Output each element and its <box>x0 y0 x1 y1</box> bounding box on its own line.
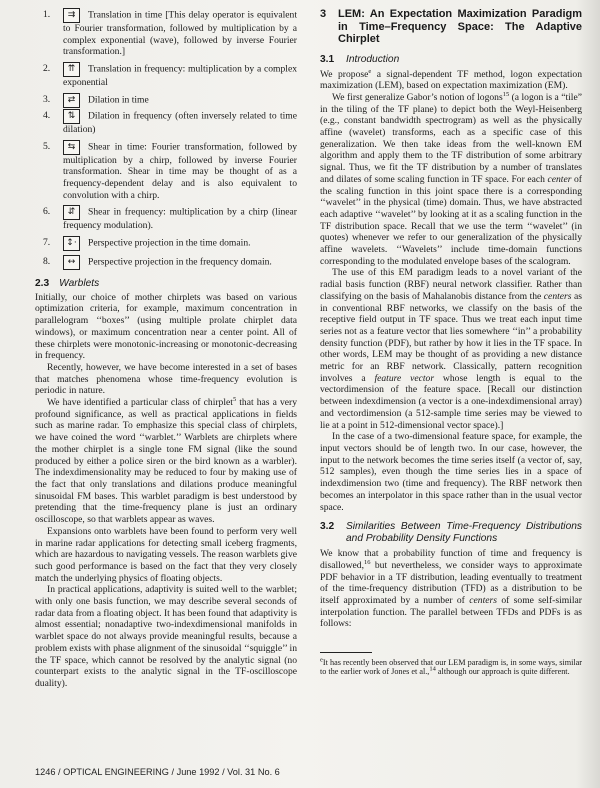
left-column <box>35 8 297 690</box>
operator-list <box>35 8 297 270</box>
footnote-marker: e <box>368 67 372 75</box>
perspective-time-icon: ↕· <box>63 236 80 251</box>
section-heading-3-2: 3.2 Similarities Between Time-Frequency Distributions and Probability Density Functions <box>320 521 582 545</box>
dilation-frequency-icon: ⇅ <box>63 109 80 124</box>
page-footer: 1246 / OPTICAL ENGINEERING / June 1992 / Vol. 31 No. 6 <box>35 767 280 777</box>
citation-superscript: 15 <box>502 90 510 98</box>
translation-frequency-icon: ⇈ <box>63 62 80 77</box>
dilation-time-icon: ⇄ <box>63 93 80 108</box>
footnote: $^e$It has recently been observed that our LEM paradigm is, in some ways, similar to the earlier work of Jones et al.,$^{14}$ although our approach is quite different. <box>320 656 582 677</box>
operator-item: 4. ⇅ Dilation in frequency (often inversely related to time dilation) <box>43 109 297 135</box>
paragraph: We propose$^e$ a signal-dependent TF method, logon expectation maximization (LEM), based on expectation maximization (EM). <box>320 67 582 92</box>
operator-item: 5. ⇆ Shear in time: Fourier transformation, followed by multiplication by a chirp, followed by inverse Fourier transformation. Shear in time may be thought of as a frequency-dependent delay and is also equivalent to convolution with a chirp. <box>43 140 297 201</box>
footnote-divider <box>320 652 372 653</box>
operator-item: 1. ⇉ Translation in time [This delay operator is equivalent to Fourier transformation, followed by multiplication by a complex exponential (wave), followed by inverse Fourier transformation.] <box>43 9 297 58</box>
paragraph: The use of this EM paradigm leads to a novel variant of the radial basis function (RBF) neural network classifier. Rather than classifying on the basis of Mahalanobis distance from the centers as in conventional RBF networks, we classify on the basis of the receptive field output in TF space. Thus we treat each input time series not as a feature vector that lies somewhere ‘‘in’’ a probability density function (PDF), but rather by how it lies in the TF space. In other words, LEM may be thought of as providing a new distance metric for an RBF network. Classically, pattern recognition involves a feature vector whose length is equal to the vectordimension of the feature space. [Recall our distinction between indexdimension (a vector is a one-indexdimensional array) and vectordimension (a 512-sample time series may be viewed to lie at a point in 512-dimensional vector space).] <box>320 267 582 431</box>
operator-item: 6. ⇵ Shear in frequency: multiplication by a chirp (linear frequency modulation). <box>43 206 297 232</box>
operator-item: 2. ⇈ Translation in frequency: multiplication by a complex exponential <box>43 63 297 89</box>
perspective-frequency-icon: ↔ <box>63 255 80 270</box>
paragraph: Expansions onto warblets have been found to perform very well in marine radar applications for detecting small iceberg fragments, which are hazardous to navigating vessels. The reason warblets give such good performance is based on the fact that they very closely match the underlying physics of floating objects. <box>35 525 297 584</box>
section-heading-2-3: 2.3 Warblets <box>35 278 100 290</box>
operator-item: 3. ⇄ Dilation in time <box>35 93 297 108</box>
citation-superscript: 5 <box>232 395 237 403</box>
paragraph: In practical applications, adaptivity is suited well to the warblet; with only one basis function, we may describe several seconds of radar data from a floating object. It has been found that adaptivity is almost essential; nonadaptive two-indexdimensional manifolds in warblet space do not always provide meaningful results, because a problem exists with phase alignment of the sinusoidal ‘‘squiggle’’ in the TF space, which cannot be resolved by the analytic signal (no counterpart exists to the analytic signal in the TF-oscilloscope duality). <box>35 584 297 689</box>
citation-superscript: 16 <box>363 558 371 566</box>
section-heading-3-1: 3.1 Introduction <box>320 53 400 65</box>
paragraph: We first generalize Gabor’s notion of logons$^{15}$ (a logon is a “tile” in the tiling of the TF plane) to depict both the Weyl-Heisenberg (e.g., constant bandwidth spectrogram) as well as the physically affine (wavelet) transforms, each as a specific case of this generalization. We then take ideas from the well-known EM algorithm and apply them to the TF distribution of some arbitrary signal. Thus, we fit the TF distribution by a number of translates and dilates of some scaling function in TF space. For each center of the scaling function in this joint space there is a corresponding ‘‘wavelet’’ in the physical (time) domain. Thus, we have abstracted each adaptive ‘‘wavelet’’ by looking at it as a scaling function in the TF distribution space. Recall that we use the term ‘‘wavelet’’ (in quotes) whenever we refer to our generalization of the physically affine wavelets. ‘‘Wavelets’’ include time-domain functions corresponding to the modulated envelope bases of the scalogram. <box>320 90 582 267</box>
right-column <box>320 8 582 677</box>
operator-item: 8. ↔ Perspective projection in the frequency domain. <box>35 255 297 270</box>
paragraph: Initially, our choice of mother chirplets was based on various optimization criteria, for example, maximum concentration in parallelogram ‘‘boxes’’ (using multiple prolate chirplet data windows), or maximum concentration near a center point. All of these chirplets were monotonic-increasing or monotonic-decreasing in frequency. <box>35 291 297 362</box>
paragraph: We know that a probability function of time and frequency is disallowed,$^{16}$ but nevertheless, we consider ways to approximate PDF behavior in a TF distribution, leading eventually to treatment of the time-frequency distribution (TFD) as a distribution to be itself approximated by a number of centers of some self-similar interpolation function. The parallel between TFDs and PDFs is as follows: <box>320 548 582 630</box>
shear-time-icon: ⇆ <box>63 140 80 155</box>
shear-frequency-icon: ⇵ <box>63 205 80 220</box>
translation-time-icon: ⇉ <box>63 8 80 23</box>
operator-item: 7. ↕· Perspective projection in the time domain. <box>35 236 297 251</box>
paragraph: In the case of a two-dimensional feature space, for example, the input vectors should be of length two. In our case, however, the input to the network becomes the time series itself (a vector of, say, 512 samples), even though the time series lies in a space of indexdimension two (time and frequency). The RBF network then becomes an interpolator in this space rather than in the usual vector space. <box>320 431 582 513</box>
paragraph: Recently, however, we have become interested in a set of bases that matches phenomena whose time-frequency evolution is periodic in nature. <box>35 361 297 397</box>
section-heading-3: 3 LEM: An Expectation Maximization Paradigm in Time–Frequency Space: The Adaptive Chirplet <box>320 8 582 45</box>
paragraph: We have identified a particular class of chirplet$^5$ that has a very profound significance, as well as practical applications in fields such as marine radar. To emphasize this special class of chirplets, we have coined the word ‘‘warblet.’’ Warblets are chirplets where the mother chirplet is a single tone FM signal (like the sound produced by either a police siren or the bird known as a warbler). The indexdimensionality may be reduced to four by making use of the fact that only translations and dilations produce meaningful sinusoidal FM bases. This warblet paradigm is best understood by pretending that the time-frequency plane is just an ordinary oscilloscope, so that warblets appear as waves. <box>35 395 297 526</box>
